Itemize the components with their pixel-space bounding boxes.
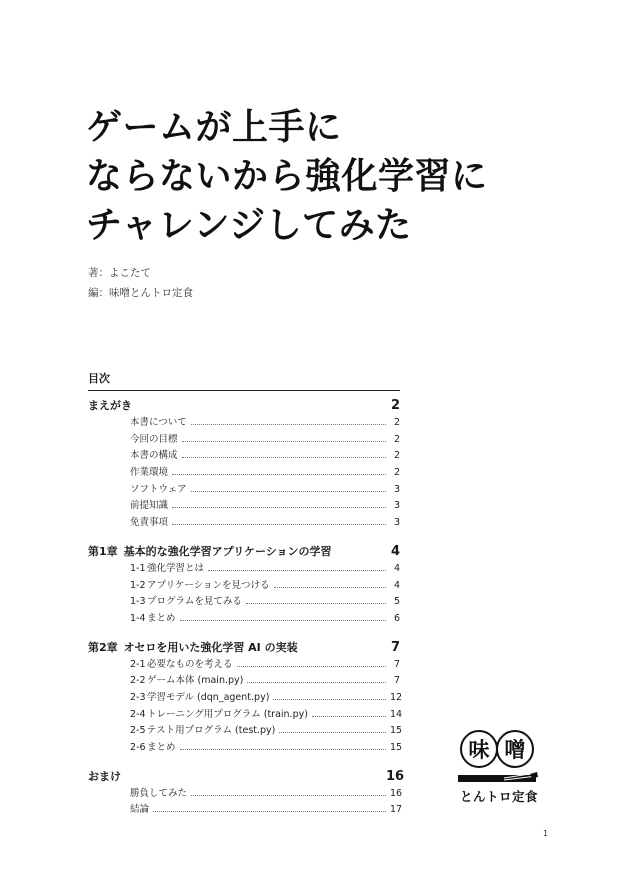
toc-divider [88,390,400,391]
dot-leader [182,457,386,458]
dot-leader [172,474,386,475]
dot-leader [273,699,386,700]
dot-leader [237,666,386,667]
dot-leader [208,570,386,571]
toc-entry-list [88,657,403,757]
chapter-page-number: 2 [390,398,400,413]
chapter-title: おまけ [88,769,121,783]
entry-number: 1-3 [130,596,146,608]
entry-page-number: 2 [393,450,400,462]
entry-title: 今回の目標 [130,433,178,445]
chapter-title: 基本的な強化学習アプリケーションの学習 [123,544,332,558]
toc-entry[interactable] [130,690,403,707]
entry-title: 前提知識 [130,500,169,512]
entry-title: まとめ [147,742,176,753]
toc-entry[interactable] [130,561,400,578]
entry-title: 作業環境 [130,467,169,479]
chopsticks-icon [504,772,538,784]
editor-credit: 編：味噌とんトロ定食 [88,287,193,299]
toc-entry-list [88,786,403,819]
entry-title: 結論 [130,804,150,816]
toc-entry[interactable] [130,578,400,595]
page-number: 1 [543,829,549,838]
entry-title: 学習モデル (dqn_agent.py) [147,691,270,703]
entry-title: ゲーム本体 (main.py) [147,675,244,687]
entry-page-number: 4 [393,579,400,591]
toc-entry[interactable] [130,707,403,724]
entry-title: 本書の構成 [130,450,178,462]
toc-entry-list [88,561,400,628]
chapter-page-number: 4 [390,543,400,559]
entry-number: 2-5 [130,725,146,737]
entry-number: 1-1 [130,562,146,574]
dot-leader [191,795,386,796]
toc-entry[interactable] [130,673,400,690]
logo-emblem [456,730,542,770]
publisher-logo [456,730,542,810]
entry-page-number: 3 [393,517,400,529]
toc-entry[interactable] [130,498,400,515]
author-credit: 著：よこたて [88,267,151,279]
logo-char-left: 味 [460,730,498,768]
title-line-1: ゲームが上手に [86,107,342,148]
entry-title: 本書について [130,417,187,428]
entry-page-number: 2 [393,433,400,445]
entry-title: 強化学習とは [147,562,205,574]
entry-title: プログラムを見てみる [147,596,242,608]
chapter-page-number: 16 [386,768,405,784]
entry-page-number: 14 [390,708,403,720]
entry-number: 2-1 [130,658,146,670]
entry-number: 2-2 [130,675,146,687]
entry-number: 2-6 [130,742,146,753]
book-title [86,103,586,250]
dot-leader [274,587,386,588]
entry-title: 免責事項 [130,517,169,529]
entry-page-number: 2 [393,467,400,479]
dot-leader [180,620,386,621]
dot-leader [172,507,386,508]
dot-leader [312,716,386,717]
chapter-title: オセロを用いた強化学習 AI の実装 [123,640,298,654]
toc-entry[interactable] [130,432,400,449]
entry-page-number: 2 [393,417,400,428]
entry-page-number: 16 [390,787,403,799]
toc-heading: 目次 [88,372,110,385]
dot-leader [172,524,386,525]
entry-title: テスト用プログラム (test.py) [147,725,276,737]
toc-entry[interactable] [130,415,400,432]
entry-title: 勝負してみた [130,787,188,799]
toc-entry[interactable] [130,482,400,499]
toc-sections [88,397,405,819]
dot-leader [153,811,386,812]
entry-title: 必要なものを考える [147,658,233,670]
entry-number: 2-3 [130,691,146,703]
entry-title: トレーニング用プログラム (train.py) [147,708,308,720]
toc-entry[interactable] [130,740,403,757]
entry-page-number: 7 [393,658,400,670]
dot-leader [191,424,386,425]
dot-leader [247,682,386,683]
entry-page-number: 3 [393,500,400,512]
chapter-number: 第2章 [88,640,118,654]
title-line-3: チャレンジしてみた [86,205,412,246]
entry-page-number: 3 [393,483,400,495]
title-line-2: ならないから強化学習に [86,156,488,197]
table-of-contents [88,371,405,819]
entry-number: 2-4 [130,708,146,720]
chapter-title: まえがき [88,399,132,412]
toc-chapter[interactable] [88,397,400,415]
dot-leader [279,732,386,733]
dot-leader [191,491,386,492]
toc-chapter[interactable] [88,543,400,561]
entry-page-number: 4 [393,562,400,574]
chapter-number: 第1章 [88,544,118,558]
entry-number: 1-2 [130,579,146,591]
toc-entry[interactable] [130,448,400,465]
toc-entry[interactable] [130,594,400,611]
entry-page-number: 15 [390,742,403,753]
toc-entry[interactable] [130,723,403,740]
logo-char-right: 噌 [496,730,534,768]
entry-title: まとめ [147,612,176,624]
toc-entry[interactable] [130,465,400,482]
entry-title: ソフトウェア [130,483,187,495]
toc-entry-list [88,415,400,532]
toc-chapter[interactable] [88,639,400,657]
entry-title: アプリケーションを見つける [147,579,270,591]
chapter-page-number: 7 [390,639,400,655]
logo-caption: とんトロ定食 [459,789,538,804]
entry-page-number: 6 [393,612,400,624]
toc-entry[interactable] [130,611,400,628]
entry-page-number: 15 [390,725,403,737]
dot-leader [182,441,386,442]
entry-page-number: 17 [390,804,403,816]
toc-entry[interactable] [130,515,400,532]
toc-chapter[interactable] [88,768,405,786]
toc-entry[interactable] [130,786,403,803]
dot-leader [180,749,386,750]
entry-page-number: 12 [390,691,403,703]
entry-page-number: 7 [393,675,400,687]
dot-leader [246,603,386,604]
toc-entry[interactable] [130,657,400,674]
toc-entry[interactable] [130,802,403,819]
entry-number: 1-4 [130,612,146,624]
entry-page-number: 5 [393,596,400,608]
